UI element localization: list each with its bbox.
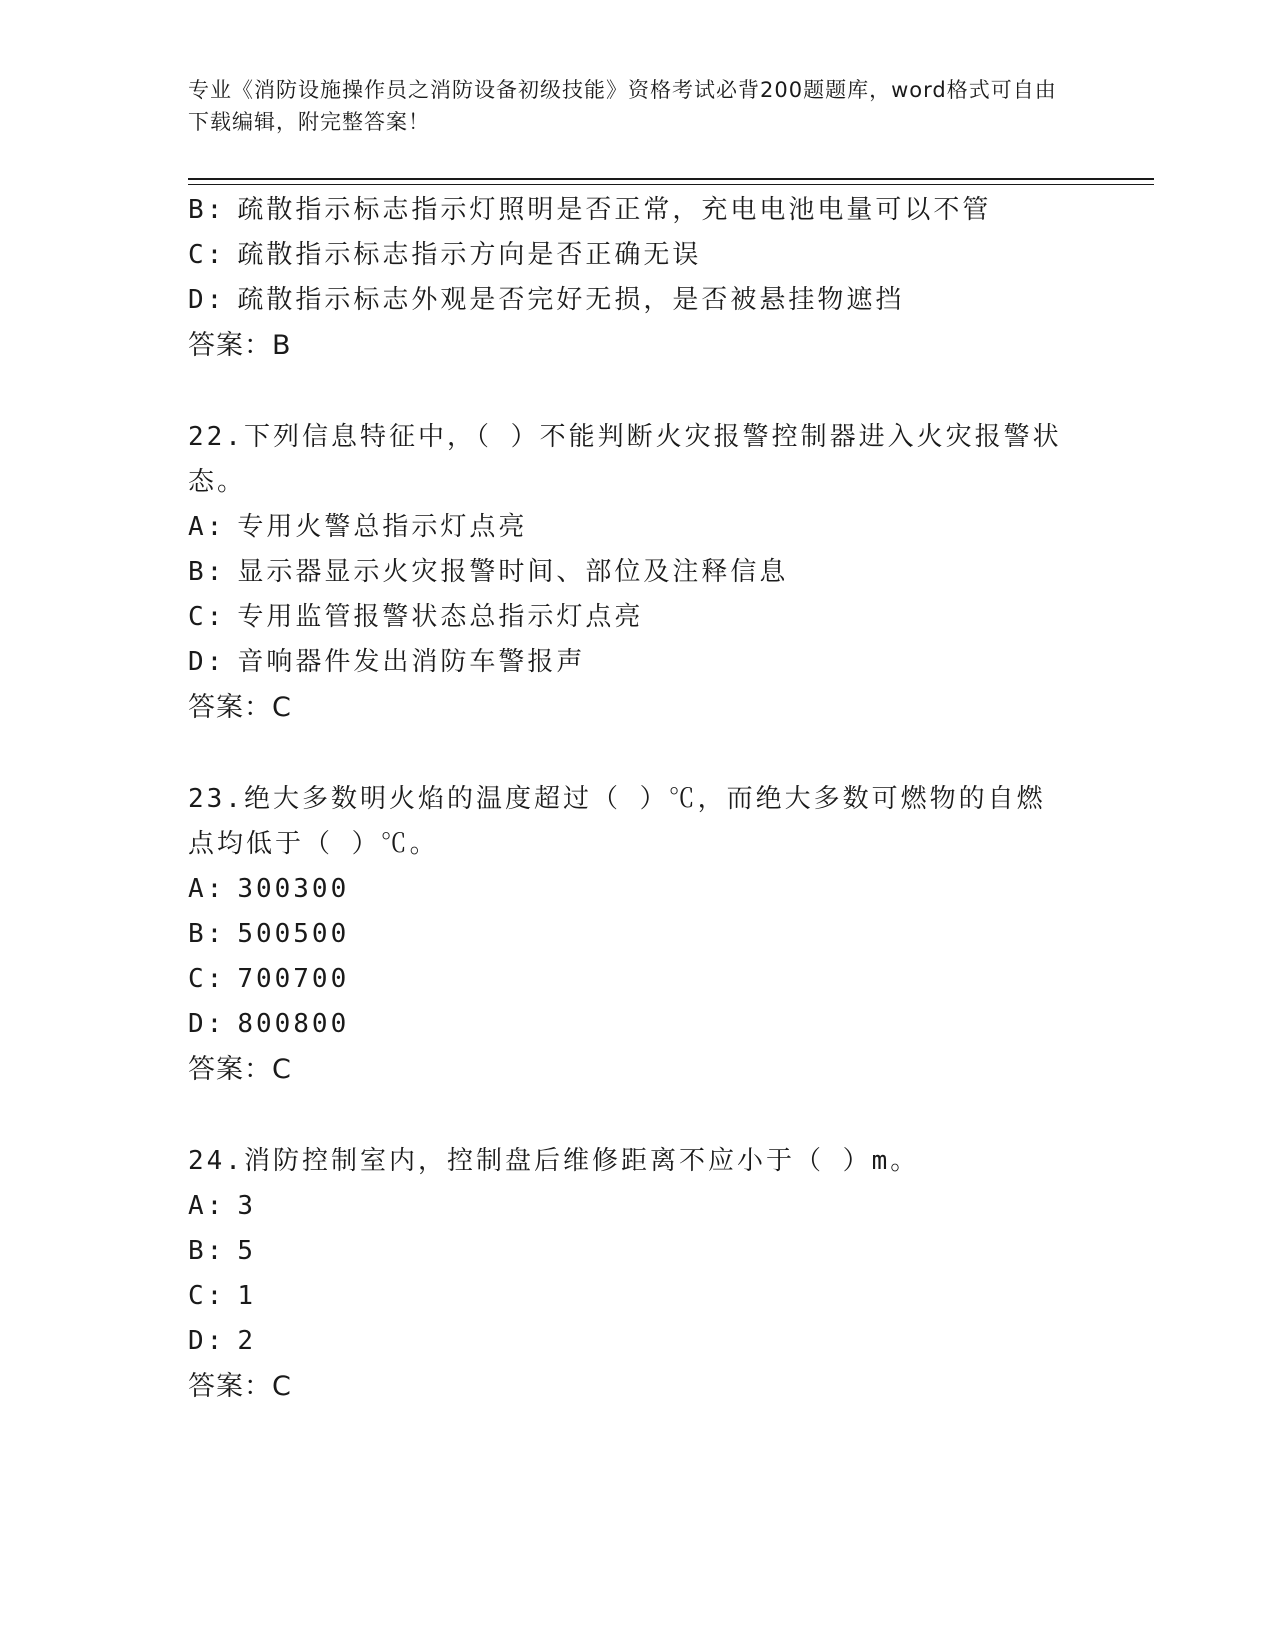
option-d — [188, 1319, 1088, 1364]
option-a — [188, 867, 1088, 912]
option-text: 500500 — [237, 919, 350, 949]
option-label: B: — [188, 557, 226, 587]
option-label: D: — [188, 285, 226, 315]
question-23 — [188, 777, 1088, 1093]
question-stem: 24.消防控制室内，控制盘后维修距离不应小于（ ）m。 — [188, 1146, 920, 1176]
option-label: C: — [188, 240, 226, 270]
option-label: C: — [188, 1281, 226, 1311]
header-rule-thin — [188, 184, 1154, 185]
document-body — [188, 188, 1088, 1410]
option-label: B: — [188, 1236, 226, 1266]
option-text: 5 — [237, 1236, 256, 1266]
option-b — [188, 550, 1088, 595]
question-22 — [188, 415, 1088, 731]
option-b — [188, 1229, 1088, 1274]
option-c — [188, 233, 1088, 278]
header-rule-thick — [188, 178, 1154, 180]
option-label: D: — [188, 1009, 226, 1039]
answer-line: 答案：C — [188, 1054, 292, 1085]
question-stem: 22.下列信息特征中，（ ）不能判断火灾报警控制器进入火灾报警状态。 — [188, 422, 1062, 497]
option-b — [188, 188, 1088, 233]
option-text: 疏散指示标志外观是否完好无损，是否被悬挂物遮挡 — [237, 285, 905, 315]
answer-line: 答案：C — [188, 1371, 292, 1402]
option-text: 700700 — [237, 964, 350, 994]
option-text: 3 — [237, 1191, 256, 1221]
option-label: A: — [188, 512, 226, 542]
option-d — [188, 1002, 1088, 1047]
question-stem: 23.绝大多数明火焰的温度超过（ ）℃，而绝大多数可燃物的自燃点均低于（ ）℃。 — [188, 784, 1046, 859]
option-text: 专用监管报警状态总指示灯点亮 — [237, 602, 644, 632]
option-text: 音响器件发出消防车警报声 — [237, 647, 586, 677]
option-label: B: — [188, 919, 226, 949]
option-text: 疏散指示标志指示灯照明是否正常，充电电池电量可以不管 — [237, 195, 992, 225]
option-c — [188, 1274, 1088, 1319]
option-label: D: — [188, 1326, 226, 1356]
answer-line: 答案：B — [188, 330, 292, 361]
question-21-tail — [188, 188, 1088, 369]
page-header: 专业《消防设施操作员之消防设备初级技能》资格考试必背200题题库，word格式可自由下载编辑，附完整答案！ — [188, 78, 1057, 134]
option-d — [188, 278, 1088, 323]
option-label: C: — [188, 602, 226, 632]
option-a — [188, 505, 1088, 550]
option-label: A: — [188, 874, 226, 904]
option-text: 300300 — [237, 874, 350, 904]
option-label: B: — [188, 195, 226, 225]
option-text: 疏散指示标志指示方向是否正确无误 — [237, 240, 702, 270]
option-b — [188, 912, 1088, 957]
option-text: 2 — [237, 1326, 256, 1356]
option-text: 1 — [237, 1281, 256, 1311]
option-c — [188, 595, 1088, 640]
option-label: C: — [188, 964, 226, 994]
question-24 — [188, 1139, 1088, 1410]
option-text: 专用火警总指示灯点亮 — [237, 512, 528, 542]
option-a — [188, 1184, 1088, 1229]
option-label: A: — [188, 1191, 226, 1221]
answer-line: 答案：C — [188, 692, 292, 723]
option-text: 显示器显示火灾报警时间、部位及注释信息 — [237, 557, 789, 587]
option-c — [188, 957, 1088, 1002]
option-label: D: — [188, 647, 226, 677]
option-text: 800800 — [237, 1009, 350, 1039]
option-d — [188, 640, 1088, 685]
